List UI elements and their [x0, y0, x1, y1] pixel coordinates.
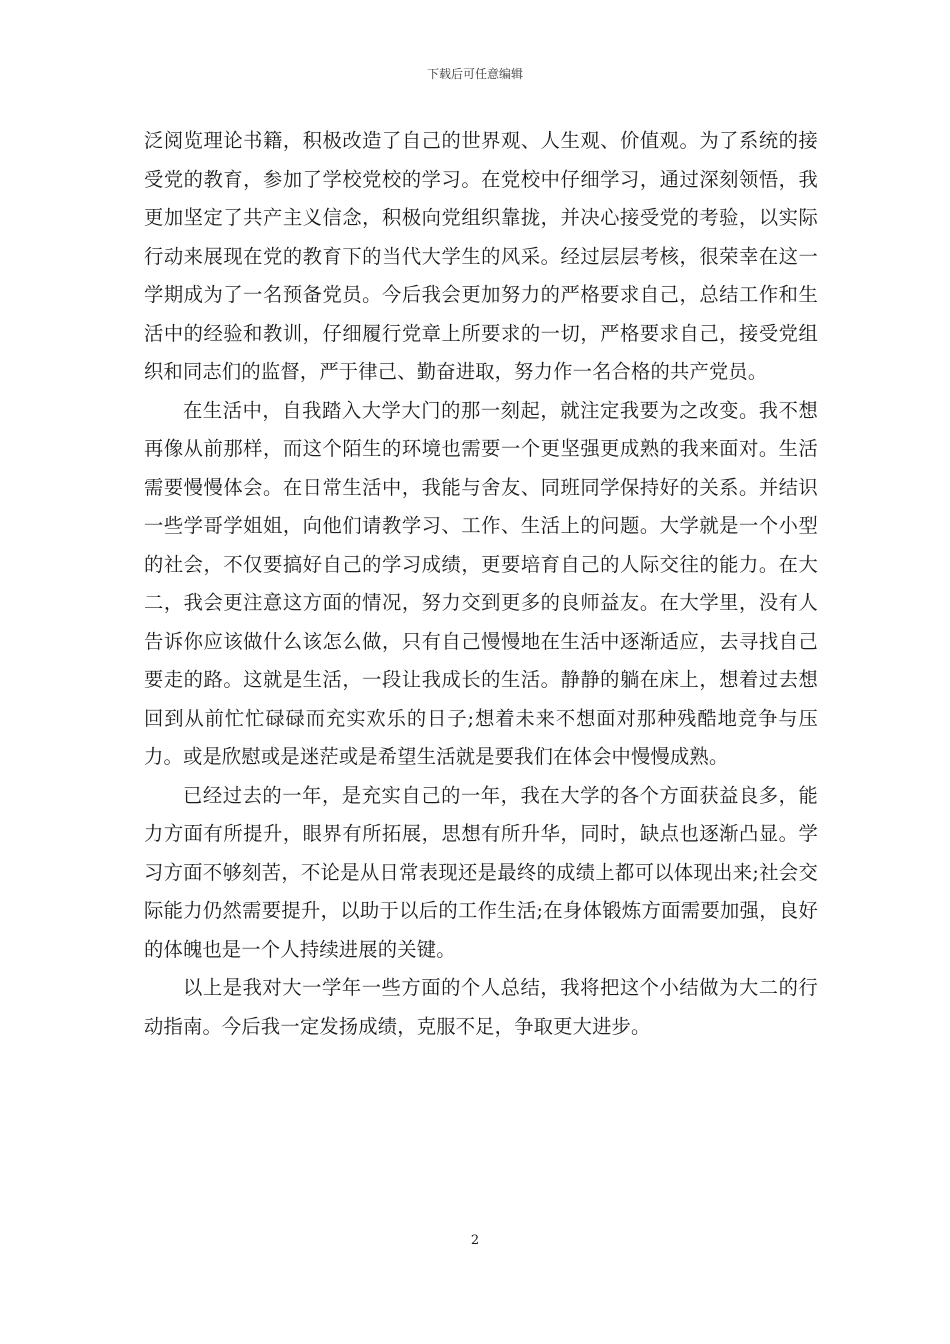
page-header: 下载后可任意编辑 — [426, 67, 523, 81]
document-body — [144, 122, 818, 1046]
paragraph-continued: 泛阅览理论书籍，积极改造了自己的世界观、人生观、价值观。为了系统的接受党的教育，参加了学校党校的学习。在党校中仔细学习，通过深刻领悟，我更加坚定了共产主义信念，积极向党组织靠拢，并决心接受党的考验，以实际行动来展现在党的教育下的当代大学生的风采。经过层层考核，很荣幸在这一学期成为了一名预备党员。今后我会更加努力的严格要求自己，总结工作和生活中的经验和教训，仔细履行党章上所要求的一切，严格要求自己，接受党组织和同志们的监督，严于律己、勤奋进取，努力作一名合格的共产党员。 — [144, 129, 818, 383]
page-number: 2 — [470, 1233, 480, 1248]
paragraph-reflection: 已经过去的一年，是充实自己的一年，我在大学的各个方面获益良多，能力方面有所提升，眼界有所拓展，思想有所升华，同时，缺点也逐渐凸显。学习方面不够刻苦，不论是从日常表现还是最终的成绩上都可以体现出来;社会交际能力仍然需要提升，以助于以后的工作生活;在身体锻炼方面需要加强，良好的体魄也是一个人持续进展的关键。 — [144, 783, 818, 961]
paragraph-life: 在生活中，自我踏入大学大门的那一刻起，就注定我要为之改变。我不想再像从前那样，而这个陌生的环境也需要一个更坚强更成熟的我来面对。生活需要慢慢体会。在日常生活中，我能与舍友、同班同学保持好的关系。并结识一些学哥学姐姐，向他们请教学习、工作、生活上的问题。大学就是一个小型的社会，不仅要搞好自己的学习成绩，更要培育自己的人际交往的能力。在大二，我会更注意这方面的情况，努力交到更多的良师益友。在大学里，没有人告诉你应该做什么该怎么做，只有自己慢慢地在生活中逐渐适应，去寻找自己要走的路。这就是生活，一段让我成长的生活。静静的躺在床上，想着过去想回到从前忙忙碌碌而充实欢乐的日子;想着未来不想面对那种残酷地竞争与压力。或是欣慰或是迷茫或是希望生活就是要我们在体会中慢慢成熟。 — [144, 398, 818, 768]
paragraph-conclusion: 以上是我对大一学年一些方面的个人总结，我将把这个小结做为大二的行动指南。今后我一定发扬成绩，克服不足，争取更大进步。 — [144, 976, 818, 1038]
